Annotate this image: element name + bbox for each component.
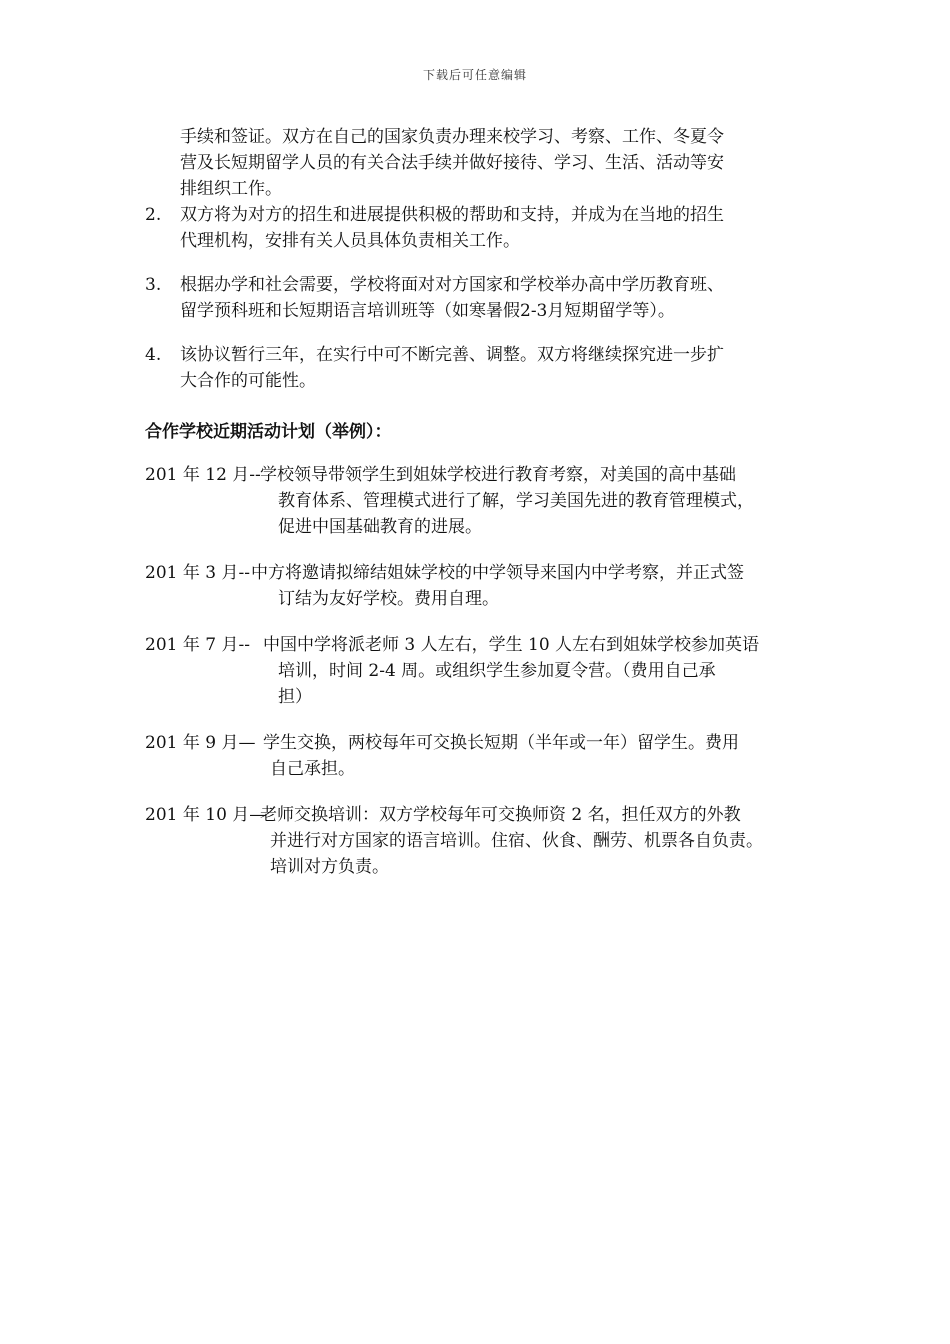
plan-entry: [145, 632, 835, 710]
plan-line: 自己承担。: [270, 759, 355, 779]
continuation-line: 手续和签证。双方在自己的国家负责办理来校学习、考察、工作、冬夏令: [180, 127, 724, 147]
list-item: [145, 202, 825, 254]
list-item: [145, 272, 825, 324]
plan-continuation: [278, 658, 835, 710]
section-heading: 合作学校近期活动计划（举例）：: [145, 422, 392, 442]
plan-line: 培训对方负责。: [270, 857, 389, 877]
continuation-line: 营及长短期留学人员的有关合法手续并做好接待、学习、生活、活动等安: [180, 153, 724, 173]
plan-date: 201 年 7 月--: [145, 635, 250, 655]
plan-entry: [145, 560, 835, 612]
plan-continuation: [270, 828, 835, 880]
plan-first-line: 学生交换，两校每年可交换长短期（半年或一年）留学生。费用: [263, 733, 739, 753]
plan-date: 201 年 10 月—: [145, 805, 267, 825]
list-item-number: 2.: [145, 205, 162, 225]
plan-line: 担）: [278, 687, 312, 707]
plan-line: 促进中国基础教育的进展。: [278, 517, 482, 537]
list-item-number: 4.: [145, 345, 162, 365]
plan-first-line: 中方将邀请拟缔结姐妹学校的中学领导来国内中学考察，并正式签: [251, 563, 744, 583]
list-item-number: 3.: [145, 275, 162, 295]
list-item-text: [180, 342, 820, 394]
plan-continuation: [278, 488, 835, 540]
list-item: [145, 342, 825, 394]
plan-line: 培训，时间 2-4 周。或组织学生参加夏令营。（费用自己承: [278, 661, 716, 681]
list-item-line: 留学预科班和长短期语言培训班等（如寒暑假2-3月短期留学等）。: [180, 301, 675, 321]
plan-date: 201 年 12 月--: [145, 465, 261, 485]
plan-continuation: [270, 756, 835, 782]
plan-line: 并进行对方国家的语言培训。住宿、伙食、酬劳、机票各自负责。: [270, 831, 763, 851]
plan-entry: [145, 730, 835, 782]
plan-line: 教育体系、管理模式进行了解，学习美国先进的教育管理模式，: [278, 491, 754, 511]
list-item-line: 大合作的可能性。: [180, 371, 316, 391]
page-header: 下载后可任意编辑: [422, 68, 527, 82]
plan-entry: [145, 802, 835, 880]
continuation-paragraph: [180, 124, 820, 202]
list-item-line: 代理机构，安排有关人员具体负责相关工作。: [180, 231, 520, 251]
plan-line: 订结为友好学校。费用自理。: [278, 589, 499, 609]
plan-date: 201 年 3 月--: [145, 563, 250, 583]
plan-entry: [145, 462, 835, 540]
plan-first-line: 中国中学将派老师 3 人左右，学生 10 人左右到姐妹学校参加英语: [263, 635, 760, 655]
continuation-line: 排组织工作。: [180, 179, 282, 199]
plan-continuation: [278, 586, 835, 612]
list-item-line: 双方将为对方的招生和进展提供积极的帮助和支持，并成为在当地的招生: [180, 205, 724, 225]
plan-first-line: 学校领导带领学生到姐妹学校进行教育考察，对美国的高中基础: [260, 465, 736, 485]
list-item-text: [180, 272, 820, 324]
plan-first-line: 老师交换培训：双方学校每年可交换师资 2 名，担任双方的外教: [260, 805, 741, 825]
list-item-text: [180, 202, 820, 254]
list-item-line: 该协议暂行三年，在实行中可不断完善、调整。双方将继续探究进一步扩: [180, 345, 724, 365]
plan-date: 201 年 9 月—: [145, 733, 256, 753]
list-item-line: 根据办学和社会需要，学校将面对对方国家和学校举办高中学历教育班、: [180, 275, 724, 295]
